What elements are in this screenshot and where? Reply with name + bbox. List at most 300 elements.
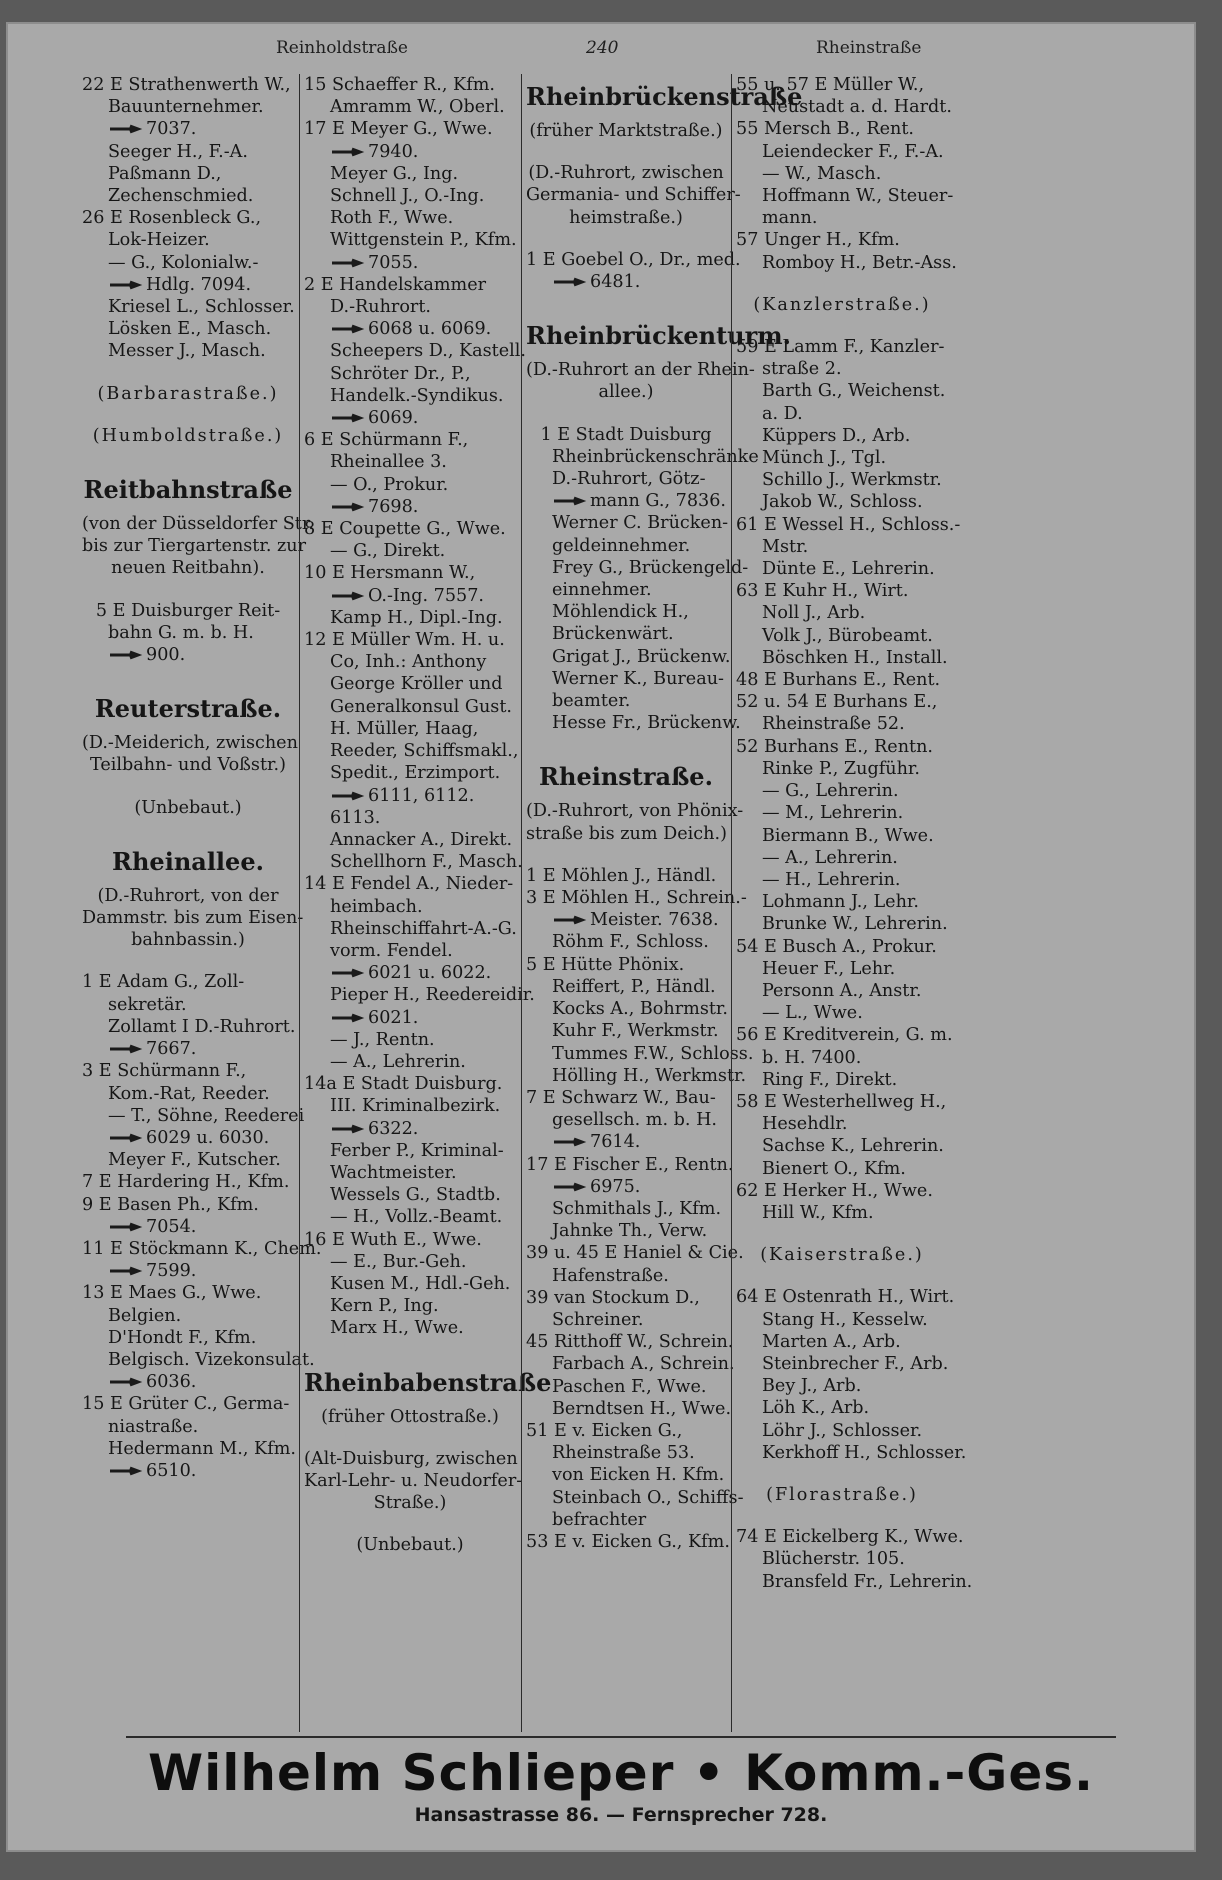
directory-entry	[526, 359, 755, 381]
entry-text: Leiendecker F., F.-A.	[762, 141, 944, 162]
entry-text: Meyer F., Kutscher.	[108, 1150, 281, 1171]
directory-entry	[736, 558, 948, 580]
entry-text: Paßmann D.,	[108, 163, 222, 184]
entry-text: 6036.	[146, 1372, 197, 1393]
directory-entry	[82, 74, 294, 96]
directory-entry	[82, 1105, 305, 1127]
directory-entry	[304, 74, 516, 96]
entry-text: Heuer F., Lehr.	[762, 958, 896, 979]
entry-text: allee.)	[598, 382, 654, 403]
entry-text: 1 E Adam G., Zoll-	[82, 972, 245, 993]
entry-text: Marx H., Wwe.	[330, 1318, 464, 1339]
entry-text: 6113.	[330, 807, 381, 828]
directory-entry	[736, 536, 948, 558]
directory-entry	[736, 358, 948, 380]
directory-entry	[304, 1317, 516, 1339]
directory-entry	[304, 762, 516, 784]
entry-text: Rheinstraße.	[539, 762, 713, 792]
spacer	[304, 1428, 516, 1448]
directory-entry	[526, 1109, 726, 1131]
street-heading	[82, 847, 294, 877]
entry-text: Lohmann J., Lehr.	[762, 892, 919, 913]
entry-text: H. Müller, Haag,	[330, 718, 479, 739]
entry-text: Stang H., Kesselw.	[762, 1309, 928, 1330]
entry-text: Kom.-Rat, Reeder.	[108, 1083, 270, 1104]
telephone-handset-icon	[108, 1133, 140, 1143]
entry-text: 62 E Herker H., Wwe.	[736, 1180, 933, 1201]
entry-text: 900.	[146, 645, 186, 666]
directory-entry	[736, 469, 948, 491]
directory-entry	[736, 1331, 948, 1353]
street-heading	[526, 762, 726, 792]
directory-entry	[82, 207, 294, 229]
directory-entry	[736, 1202, 948, 1224]
entry-text: Lok-Heizer.	[108, 230, 210, 251]
entry-text: — T., Söhne, Reederei	[108, 1105, 305, 1126]
directory-entry	[82, 907, 304, 929]
entry-text: Schillo J., Werkmstr.	[762, 470, 942, 491]
entry-text: — H., Lehrerin.	[762, 869, 901, 890]
entry-text: 51 E v. Eicken G.,	[526, 1420, 683, 1441]
telephone-handset-icon	[108, 280, 140, 290]
directory-entry	[304, 1140, 516, 1162]
entry-text: Scheepers D., Kastell.	[330, 341, 527, 362]
directory-entry	[304, 740, 519, 762]
directory-entry	[82, 797, 294, 819]
entry-text: Paschen F., Wwe.	[552, 1376, 707, 1397]
directory-entry	[82, 118, 294, 140]
spacer	[82, 580, 294, 600]
entry-text: Generalkonsul Gust.	[330, 696, 512, 717]
entry-text: (D.-Ruhrort, zwischen	[528, 163, 724, 184]
entry-text: Ring F., Direkt.	[762, 1069, 898, 1090]
directory-entry	[82, 1238, 322, 1260]
entry-text: 5 E Duisburger Reit-	[95, 600, 281, 621]
entry-text: (Kanzlerstraße.)	[753, 294, 931, 315]
entry-text: D'Hondt F., Kfm.	[108, 1327, 257, 1348]
directory-entry	[526, 207, 726, 229]
telephone-handset-icon	[330, 791, 362, 801]
directory-entry	[304, 518, 516, 540]
column-2	[304, 74, 552, 1732]
telephone-handset-icon	[552, 1137, 584, 1147]
directory-entry	[304, 1118, 516, 1140]
directory-entry	[304, 252, 516, 274]
directory-entry	[304, 673, 516, 695]
entry-text: beamter.	[552, 691, 631, 712]
directory-entry	[736, 1113, 948, 1135]
entry-text: 22 E Strathenwerth W.,	[82, 75, 291, 95]
entry-text: 3 E Möhlen H., Schrein.-	[526, 888, 747, 909]
entry-text: 14a E Stadt Duisburg.	[304, 1074, 503, 1095]
entry-text: 17 E Meyer G., Wwe.	[304, 119, 493, 140]
directory-entry	[304, 118, 516, 140]
directory-entry	[304, 585, 516, 607]
directory-entry	[526, 1220, 726, 1242]
directory-entry	[82, 141, 294, 163]
entry-text: 7037.	[146, 119, 197, 140]
entry-text: 59 E Lamm F., Kanzler-	[736, 337, 945, 358]
directory-entry	[526, 1065, 747, 1087]
directory-entry	[736, 96, 952, 118]
directory-entry	[304, 918, 516, 940]
entry-text: bahnbassin.)	[131, 930, 245, 951]
entry-text: Hafenstraße.	[552, 1265, 669, 1286]
entry-text: Rheinstraße 52.	[762, 714, 905, 735]
directory-entry	[304, 562, 516, 584]
entry-text: (Kaiserstraße.)	[760, 1245, 924, 1266]
entry-text: Jahnke Th., Verw.	[552, 1221, 708, 1242]
directory-entry	[304, 1295, 516, 1317]
entry-text: 9 E Basen Ph., Kfm.	[82, 1194, 259, 1215]
telephone-handset-icon	[330, 1124, 362, 1134]
entry-text: Wittgenstein P., Kfm.	[330, 230, 517, 251]
entry-text: Hdlg. 7094.	[146, 274, 252, 295]
entry-text: Personn A., Anstr.	[762, 980, 922, 1001]
entry-text: — J., Rentn.	[330, 1029, 435, 1050]
directory-entry	[304, 718, 516, 740]
directory-entry	[736, 1180, 948, 1202]
directory-entry	[526, 1464, 726, 1486]
entry-text: einnehmer.	[552, 580, 652, 601]
entry-text: (Humboldstraße.)	[92, 425, 284, 446]
entry-text: Dünte E., Lehrerin.	[762, 559, 935, 580]
entry-text: Straße.)	[373, 1493, 447, 1514]
entry-text: 56 E Kreditverein, G. m.	[736, 1025, 953, 1046]
directory-entry	[526, 623, 726, 645]
entry-text: 3 E Schürmann F.,	[82, 1061, 247, 1082]
directory-entry	[82, 732, 298, 754]
directory-entry	[304, 318, 516, 340]
entry-text: Hölling H., Werkmstr.	[552, 1065, 747, 1086]
directory-entry	[736, 447, 948, 469]
column-divider	[521, 74, 522, 1732]
entry-text: Rheinbrückenturm.	[526, 321, 791, 351]
directory-entry	[304, 1007, 516, 1029]
directory-entry	[304, 496, 516, 518]
column-4	[736, 74, 973, 1732]
directory-entry	[304, 851, 523, 873]
entry-text: bahn G. m. b. H.	[108, 622, 254, 643]
entry-text: Rheinschiffahrt-A.-G.	[330, 918, 517, 939]
entry-text: Annacker A., Direkt.	[330, 829, 513, 850]
directory-entry	[736, 936, 948, 958]
entry-text: (früher Marktstraße.)	[529, 121, 723, 141]
entry-text: Kamp H., Dipl.-Ing.	[330, 607, 503, 628]
directory-entry	[736, 74, 948, 96]
directory-entry	[82, 1016, 294, 1038]
entry-text: Bransfeld Fr., Lehrerin.	[762, 1571, 973, 1592]
entry-text: Wessels G., Stadtb.	[330, 1185, 501, 1206]
spacer	[526, 229, 726, 249]
directory-entry	[736, 185, 954, 207]
directory-entry	[526, 424, 726, 446]
entry-text: (Unbebaut.)	[356, 1535, 464, 1556]
directory-entry	[82, 1127, 294, 1149]
directory-entry	[304, 1184, 516, 1206]
directory-entry	[736, 847, 948, 869]
spacer	[526, 734, 726, 754]
entry-text: Biermann B., Wwe.	[762, 825, 934, 846]
directory-entry	[526, 1531, 730, 1553]
entry-text: Lösken E., Masch.	[108, 319, 272, 340]
directory-entry	[82, 1438, 294, 1460]
directory-entry	[526, 184, 741, 206]
entry-text: Werner C. Brücken-	[552, 513, 729, 534]
entry-text: Kerkhoff H., Schlosser.	[762, 1442, 967, 1463]
directory-entry	[526, 468, 726, 490]
directory-entry	[304, 1029, 516, 1051]
directory-entry	[304, 474, 516, 496]
directory-entry	[736, 913, 948, 935]
entry-text: 7940.	[368, 141, 419, 162]
entry-text: Schmithals J., Kfm.	[552, 1198, 722, 1219]
directory-entry	[304, 651, 516, 673]
directory-entry	[304, 607, 516, 629]
entry-text: Schröter Dr., P.,	[330, 363, 471, 384]
directory-entry	[526, 1265, 726, 1287]
entry-text: straße bis zum Deich.)	[526, 823, 727, 844]
directory-entry	[82, 185, 294, 207]
entry-text: 48 E Burhans E., Rent.	[736, 670, 941, 691]
directory-entry	[304, 1492, 516, 1514]
directory-entry	[82, 1282, 294, 1304]
entry-text: Meyer G., Ing.	[330, 163, 459, 184]
entry-text: Böschken H., Install.	[762, 647, 948, 668]
entry-text: 6069.	[368, 408, 419, 429]
directory-entry	[736, 1548, 948, 1570]
directory-entry	[304, 296, 516, 318]
street-reference	[82, 383, 294, 405]
directory-entry	[736, 118, 948, 140]
entry-text: Co, Inh.: Anthony	[330, 652, 487, 673]
directory-entry	[304, 1534, 516, 1556]
entry-text: 1 E Möhlen J., Händl.	[526, 865, 717, 886]
directory-entry	[304, 984, 535, 1006]
directory-entry	[82, 1216, 294, 1238]
spacer	[82, 447, 294, 467]
entry-text: Frey G., Brückengeld-	[552, 557, 749, 578]
directory-entry	[304, 340, 527, 362]
directory-entry	[526, 1176, 726, 1198]
directory-entry	[736, 229, 948, 251]
directory-entry	[526, 381, 726, 403]
spacer	[736, 1464, 948, 1484]
directory-entry	[82, 296, 294, 318]
entry-text: von Eicken H. Kfm.	[552, 1465, 725, 1486]
street-heading	[304, 1367, 552, 1398]
directory-entry	[526, 887, 747, 909]
entry-text: Reuterstraße.	[94, 694, 282, 724]
directory-entry	[304, 96, 516, 118]
directory-entry	[304, 1206, 516, 1228]
directory-entry	[736, 1024, 953, 1046]
spacer	[82, 363, 294, 383]
directory-page	[6, 22, 1196, 1852]
entry-text: 7 E Hardering H., Kfm.	[82, 1172, 290, 1193]
entry-text: 52 u. 54 E Burhans E.,	[736, 692, 938, 713]
directory-entry	[82, 1038, 294, 1060]
entry-text: Bienert O., Kfm.	[762, 1158, 906, 1179]
entry-text: 55 u. 57 E Müller W.,	[736, 75, 925, 95]
directory-entry	[736, 647, 948, 669]
entry-text: sekretär.	[108, 994, 187, 1015]
entry-text: 6 E Schürmann F.,	[304, 430, 469, 451]
entry-text: bis zur Tiergartenstr. zur	[82, 536, 307, 557]
street-reference	[736, 1484, 948, 1506]
spacer	[526, 404, 726, 424]
directory-entry	[736, 980, 948, 1002]
street-reference	[82, 425, 294, 447]
directory-entry	[82, 1371, 294, 1393]
entry-text: 6510.	[146, 1460, 197, 1481]
column-1	[82, 74, 322, 1732]
telephone-handset-icon	[330, 258, 362, 268]
entry-text: Mstr.	[762, 536, 809, 557]
entry-text: III. Kriminalbezirk.	[330, 1096, 501, 1117]
directory-entry	[736, 425, 948, 447]
telephone-handset-icon	[552, 915, 584, 925]
telephone-handset-icon	[330, 147, 362, 157]
directory-entry	[82, 754, 294, 776]
entry-text: Grigat J., Brückenw.	[552, 646, 731, 667]
entry-text: — E., Bur.-Geh.	[330, 1251, 467, 1272]
directory-entry	[304, 274, 516, 296]
entry-text: — M., Lehrerin.	[762, 803, 904, 824]
directory-entry	[82, 1349, 315, 1371]
entry-text: 6021.	[368, 1007, 419, 1028]
entry-text: Rheinbrückenstraße	[526, 82, 803, 111]
directory-entry	[82, 1460, 294, 1482]
street-reference	[736, 294, 948, 316]
entry-text: Dammstr. bis zum Eisen-	[82, 908, 304, 929]
entry-text: 57 Unger H., Kfm.	[736, 230, 900, 251]
entry-text: — G., Lehrerin.	[762, 781, 899, 802]
directory-entry	[82, 1083, 294, 1105]
directory-entry	[736, 691, 948, 713]
entry-text: Bauunternehmer.	[108, 97, 264, 118]
entry-text: Berndtsen H., Wwe.	[552, 1398, 732, 1419]
directory-entry	[736, 1353, 948, 1375]
directory-entry	[526, 909, 726, 931]
directory-entry	[304, 141, 516, 163]
directory-entry	[736, 602, 948, 624]
directory-entry	[526, 1442, 726, 1464]
directory-entry	[304, 696, 516, 718]
directory-entry	[304, 363, 516, 385]
street-reference	[736, 1244, 948, 1266]
directory-entry	[526, 535, 726, 557]
directory-entry	[82, 318, 294, 340]
entry-text: Hesse Fr., Brückenw.	[552, 713, 741, 734]
directory-entry	[736, 163, 948, 185]
entry-text: 63 E Kuhr H., Wirt.	[736, 581, 909, 602]
directory-entry	[736, 1397, 948, 1419]
directory-entry	[304, 1162, 516, 1184]
entry-text: Meister. 7638.	[590, 910, 719, 931]
directory-entry	[526, 1487, 744, 1509]
entry-text: 7055.	[368, 252, 419, 273]
telephone-handset-icon	[552, 496, 584, 506]
spacer	[82, 819, 294, 839]
spacer	[526, 845, 726, 865]
directory-entry	[304, 1251, 516, 1273]
entry-text: — G., Direkt.	[330, 541, 446, 562]
entry-text: 11 E Stöckmann K., Chem.	[82, 1238, 322, 1259]
advertisement	[126, 1736, 1116, 1826]
entry-text: Kriesel L., Schlosser.	[108, 297, 295, 318]
entry-text: 6029 u. 6030.	[146, 1127, 270, 1148]
entry-text: Farbach A., Schrein.	[552, 1354, 735, 1375]
entry-text: 15 Schaeffer R., Kfm.	[304, 75, 495, 95]
entry-text: (von der Düsseldorfer Str.	[82, 514, 314, 535]
directory-entry	[82, 557, 294, 579]
entry-text: 14 E Fendel A., Nieder-	[304, 874, 514, 895]
directory-entry	[736, 403, 948, 425]
entry-text: Löhr J., Schlosser.	[762, 1420, 923, 1441]
directory-entry	[82, 340, 294, 362]
directory-entry	[304, 540, 516, 562]
spacer	[304, 1514, 516, 1534]
entry-text: Hoffmann W., Steuer-	[762, 186, 954, 207]
directory-entry	[736, 825, 948, 847]
directory-entry	[526, 954, 726, 976]
entry-text: vorm. Fendel.	[330, 940, 453, 961]
entry-text: 2 E Handelskammer	[304, 274, 487, 295]
entry-text: Kern P., Ing.	[330, 1296, 439, 1317]
directory-entry	[526, 1509, 726, 1531]
directory-entry	[82, 1393, 294, 1415]
directory-entry	[526, 557, 749, 579]
entry-text: — A., Lehrerin.	[330, 1051, 466, 1072]
entry-text: 5 E Hütte Phönix.	[526, 954, 685, 975]
directory-entry	[82, 1416, 294, 1438]
telephone-handset-icon	[108, 1377, 140, 1387]
directory-entry	[304, 1229, 516, 1251]
entry-text: Marten A., Arb.	[762, 1331, 901, 1352]
entry-text: Reitbahnstraße	[83, 475, 293, 505]
entry-text: — H., Vollz.-Beamt.	[330, 1207, 503, 1228]
directory-entry	[304, 385, 516, 407]
directory-entry	[736, 580, 948, 602]
entry-text: 6481.	[590, 272, 641, 293]
directory-entry	[736, 713, 948, 735]
entry-text: geldeinnehmer.	[552, 535, 691, 556]
entry-text: Münch J., Tgl.	[762, 448, 887, 469]
entry-text: Rheinallee 3.	[330, 452, 447, 473]
directory-entry	[526, 668, 726, 690]
entry-text: Schreiner.	[552, 1309, 644, 1330]
directory-entry	[526, 712, 741, 734]
directory-entry	[304, 1448, 516, 1470]
entry-text: (Unbebaut.)	[134, 797, 242, 818]
directory-entry	[82, 644, 294, 666]
entry-text: George Kröller und	[330, 674, 503, 695]
entry-text: — A., Lehrerin.	[762, 847, 898, 868]
directory-entry	[526, 1154, 734, 1176]
entry-text: Kocks A., Bohrmstr.	[552, 999, 728, 1020]
entry-text: D.-Ruhrort, Götz-	[552, 469, 706, 490]
directory-entry	[736, 1047, 948, 1069]
directory-entry	[304, 185, 516, 207]
directory-entry	[304, 940, 516, 962]
spacer	[304, 1340, 516, 1360]
entry-text: Steinbrecher F., Arb.	[762, 1353, 949, 1374]
directory-entry	[526, 1376, 726, 1398]
entry-text: 74 E Eickelberg K., Wwe.	[736, 1527, 964, 1548]
directory-entry	[526, 690, 726, 712]
entry-text: Sachse K., Lehrerin.	[762, 1136, 944, 1157]
